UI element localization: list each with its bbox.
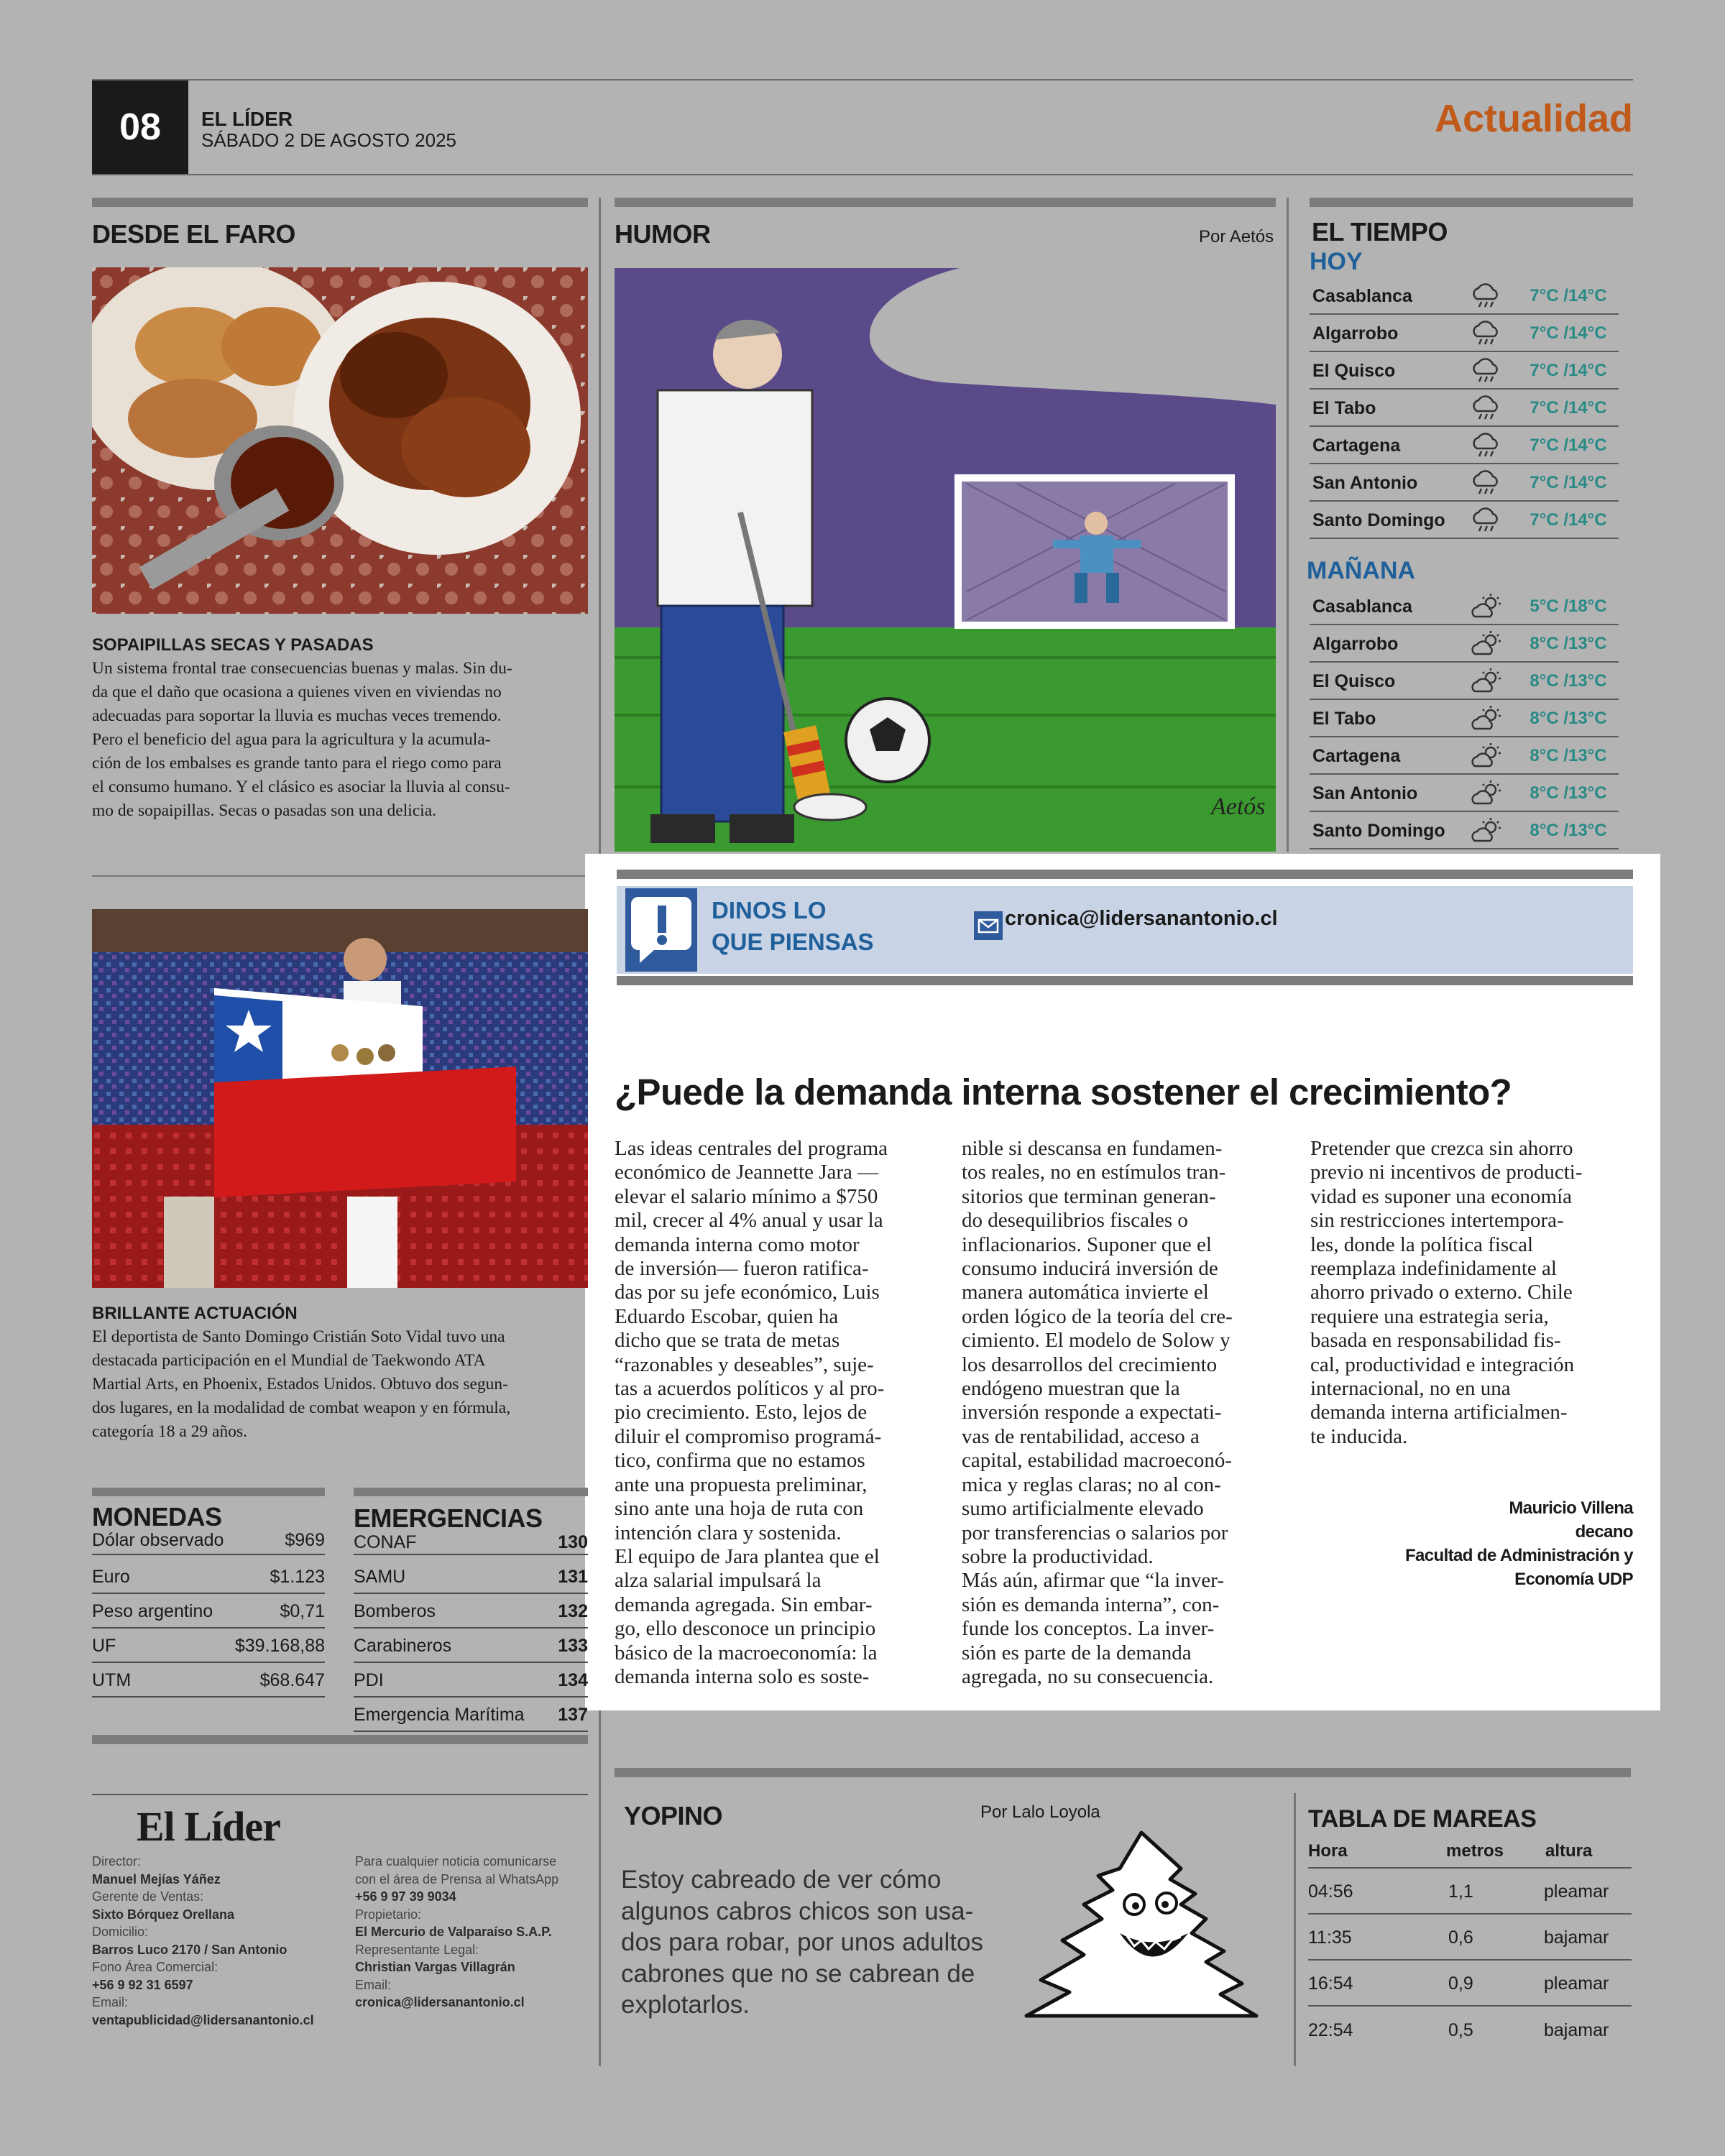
mareas-heading: TABLA DE MAREAS	[1308, 1805, 1537, 1833]
article-line: básico de la macroeconomía: la	[615, 1641, 878, 1664]
dinos-title-line2: QUE PIENSAS	[712, 929, 874, 955]
weather-temp: 7°C /14°C	[1530, 286, 1607, 305]
article-line: sitorios que terminan generan-	[962, 1184, 1216, 1208]
rain-cloud-icon	[1453, 433, 1518, 459]
weather-heading: EL TIEMPO	[1312, 217, 1448, 247]
article-line: vas de rentabilidad, acceso a	[962, 1424, 1200, 1448]
staff-label: Director:	[92, 1854, 142, 1869]
currency-value: $39.168,88	[234, 1635, 325, 1656]
staff-label: Domicilio:	[92, 1925, 149, 1939]
article-line: internacional, no en una	[1310, 1377, 1511, 1401]
caption-line: Pero el beneficio del agua para la agricultura y la acumula-	[92, 730, 491, 749]
partly-cloudy-icon	[1453, 668, 1518, 695]
humor-heading: HUMOR	[615, 219, 711, 249]
weather-row	[1310, 627, 1619, 663]
signature-affiliation: Economía UDP	[1514, 1570, 1633, 1589]
caption-line: El deportista de Santo Domingo Cristián Soto Vidal tuvo una	[92, 1327, 505, 1346]
caption-line: destacada participación en el Mundial de Taekwondo ATA	[92, 1351, 486, 1370]
monedas-heading: MONEDAS	[92, 1502, 222, 1531]
article-line: vidad es suponer una economía	[1310, 1184, 1573, 1208]
staff-right	[355, 1853, 592, 2012]
weather-temp: 7°C /14°C	[1530, 361, 1607, 380]
staff-label: Propietario:	[355, 1907, 422, 1922]
weather-temp: 7°C /14°C	[1530, 436, 1607, 455]
el-lider-logo: El Líder	[137, 1803, 280, 1850]
emergency-number[interactable]: 131	[558, 1566, 588, 1587]
article-line: inversión responde a expectati-	[962, 1401, 1222, 1424]
article-line: pio crecimiento. Esto, lejos de	[615, 1401, 868, 1424]
emergency-row	[354, 1561, 588, 1594]
section-divider	[92, 875, 588, 877]
article-line: cimiento. El modelo de Solow y	[962, 1329, 1230, 1353]
tide-type: pleamar	[1544, 1973, 1609, 1994]
rain-cloud-icon	[1453, 470, 1518, 496]
envelope-icon	[974, 911, 1003, 940]
article-line: tos reales, no en estímulos tran-	[962, 1161, 1226, 1184]
article-line: demanda interna solo es soste-	[615, 1664, 870, 1688]
emergency-name: Bomberos	[354, 1600, 436, 1621]
weather-temp: 8°C /13°C	[1530, 634, 1607, 653]
article-line: agregada, no su consecuencia.	[962, 1664, 1214, 1688]
emergency-number[interactable]: 132	[558, 1600, 588, 1621]
currency-name: Peso argentino	[92, 1600, 213, 1621]
staff-label: con el área de Prensa al WhatsApp	[355, 1871, 559, 1886]
article-line: sobre la productividad.	[962, 1544, 1154, 1568]
weather-row	[1310, 503, 1619, 539]
staff-label: Representante Legal:	[355, 1942, 479, 1957]
column-divider	[599, 1710, 601, 2066]
article-line: ahorro privado o externo. Chile	[1310, 1281, 1573, 1304]
section-bar	[617, 976, 1633, 985]
section-bar	[354, 1488, 588, 1496]
signature-role: decano	[1575, 1522, 1633, 1542]
article-line: sión es parte de la demanda	[962, 1641, 1192, 1664]
tide-row	[1308, 1962, 1632, 2007]
article-line: capital, estabilidad macroeconó-	[962, 1449, 1233, 1473]
article-line: elevar el salario mínimo a $750	[615, 1184, 878, 1208]
sopaipillas-photo	[92, 267, 588, 614]
weather-row	[1310, 391, 1619, 427]
column-divider	[1287, 198, 1289, 852]
tide-row	[1308, 1916, 1632, 1961]
weather-tomorrow-table	[1310, 589, 1619, 855]
article-line: demanda interna artificialmen-	[1310, 1401, 1568, 1424]
article-line: nible si descansa en fundamen-	[962, 1137, 1223, 1160]
tide-hour: 04:56	[1308, 1881, 1353, 1902]
currency-row	[92, 1561, 325, 1594]
emergency-row	[354, 1595, 588, 1628]
weather-row	[1310, 428, 1619, 464]
weather-tomorrow-label: MAÑANA	[1307, 557, 1416, 584]
staff-value: +56 9 92 31 6597	[92, 1977, 193, 1992]
article-line: Eduardo Escobar, quien ha	[615, 1304, 839, 1328]
article-line: Las ideas centrales del programa	[615, 1137, 888, 1160]
currency-value: $1.123	[270, 1566, 325, 1587]
pine-tree-cartoon	[1012, 1825, 1271, 2027]
currency-row	[92, 1630, 325, 1663]
tide-meters: 0,5	[1448, 2019, 1473, 2040]
column-divider	[599, 198, 601, 859]
caption-line: ción de los embalses es grande tanto para el riego como para	[92, 754, 502, 773]
weather-temp: 8°C /13°C	[1530, 783, 1607, 803]
section-bar	[92, 1735, 588, 1744]
weather-city: Cartagena	[1312, 435, 1401, 456]
weather-row	[1310, 279, 1619, 315]
currency-value: $969	[285, 1529, 325, 1550]
article-line: basada en responsabilidad fis-	[1310, 1329, 1561, 1353]
weather-city: San Antonio	[1312, 783, 1418, 803]
mareas-table	[1308, 1870, 1632, 2057]
rain-cloud-icon	[1453, 358, 1518, 384]
article-line: cal, productividad e integración	[1310, 1353, 1575, 1376]
article-line: funde los conceptos. La inver-	[962, 1617, 1215, 1641]
faro-heading: DESDE EL FARO	[92, 219, 295, 249]
weather-row	[1310, 354, 1619, 390]
article-line: sino ante una hoja de ruta con	[615, 1497, 864, 1521]
column-divider	[1294, 1793, 1296, 2066]
yopino-author: Por Lalo Loyola	[980, 1802, 1100, 1822]
article-line: inflacionarios. Suponer que el	[962, 1233, 1212, 1256]
humor-cartoon	[615, 268, 1276, 852]
article-line: económico de Jeannette Jara —	[615, 1161, 879, 1184]
article-line: reemplaza indefinidamente al	[1310, 1257, 1557, 1281]
staff-email-link[interactable]: ventapublicidad@lidersanantonio.cl	[92, 2012, 314, 2027]
caption-line: categoría 18 a 29 años.	[92, 1422, 247, 1441]
currency-name: UTM	[92, 1669, 132, 1690]
yopino-line: explotarlos.	[621, 1991, 750, 2019]
weather-today-label: HOY	[1310, 248, 1363, 275]
caption-line: dos lugares, en la modalidad de combat weapon y en fórmula,	[92, 1399, 511, 1417]
weather-city: Algarrobo	[1312, 323, 1399, 344]
dinos-email-link[interactable]: cronica@lidersanantonio.cl	[1005, 907, 1278, 930]
header-top-rule	[92, 79, 1633, 80]
currency-row	[92, 1526, 325, 1555]
staff-value: Manuel Mejías Yáñez	[92, 1871, 221, 1886]
weather-temp: 8°C /13°C	[1530, 709, 1607, 728]
article-line: sión es demanda interna”, con-	[962, 1593, 1220, 1616]
athlete-photo	[92, 909, 588, 1288]
staff-email-link[interactable]: cronica@lidersanantonio.cl	[355, 1995, 525, 2009]
weather-row	[1310, 664, 1619, 700]
caption-line: el consumo humano. Y el clásico es asociar la lluvia al consu-	[92, 778, 510, 796]
staff-label: Email:	[355, 1977, 392, 1992]
caption-line: da que el daño que ocasiona a quienes viven en viviendas no	[92, 683, 502, 701]
article-line: te inducida.	[1310, 1424, 1408, 1448]
caption-line: adecuadas para soportar la lluvia es muchas veces tremendo.	[92, 706, 502, 725]
currency-row	[92, 1595, 325, 1628]
staff-value: Barros Luco 2170 / San Antonio	[92, 1942, 288, 1957]
article-line: Pretender que crezca sin ahorro	[1310, 1137, 1573, 1160]
section-bar	[617, 870, 1633, 879]
article-line: alza salarial impulsará la	[615, 1569, 822, 1593]
weather-row	[1310, 739, 1619, 775]
weather-city: Casablanca	[1312, 596, 1412, 617]
article-line: de inversión— fueron ratifica-	[615, 1257, 869, 1281]
whatsapp-number[interactable]: +56 9 97 39 9034	[355, 1889, 456, 1904]
article-line: dicho que se trata de metas	[615, 1329, 840, 1353]
article-line: do desequilibrios fiscales o	[962, 1209, 1188, 1233]
humor-author: Por Aetós	[1199, 227, 1274, 247]
emergency-name: CONAF	[354, 1531, 417, 1552]
mareas-col-hora: Hora	[1308, 1841, 1348, 1861]
tide-hour: 11:35	[1308, 1927, 1352, 1948]
weather-temp: 7°C /14°C	[1530, 398, 1607, 418]
yopino-line: cabrones que no se cabrean de	[621, 1959, 975, 1988]
weather-city: El Tabo	[1312, 708, 1376, 729]
tide-row	[1308, 2008, 1632, 2053]
partly-cloudy-icon	[1453, 742, 1518, 770]
article-line: tico, confirma que no estamos	[615, 1449, 865, 1473]
weather-today-table	[1310, 279, 1619, 538]
weather-city: San Antonio	[1312, 472, 1418, 493]
weather-temp: 8°C /13°C	[1530, 671, 1607, 691]
weather-city: El Quisco	[1312, 360, 1396, 381]
weather-temp: 7°C /14°C	[1530, 323, 1607, 343]
article-line: sumo artificialmente elevado	[962, 1497, 1204, 1521]
currency-name: Dólar observado	[92, 1529, 224, 1550]
weather-temp: 7°C /14°C	[1530, 510, 1607, 530]
paper-name: EL LÍDER	[201, 108, 293, 130]
currency-value: $68.647	[259, 1669, 325, 1690]
article-title: ¿Puede la demanda interna sostener el crecimiento?	[615, 1072, 1512, 1112]
partly-cloudy-icon	[1453, 705, 1518, 732]
header-bottom-rule	[92, 174, 1633, 175]
rain-cloud-icon	[1453, 321, 1518, 346]
emergency-number[interactable]: 137	[558, 1704, 588, 1725]
partly-cloudy-icon	[1453, 630, 1518, 658]
section-bar	[1310, 198, 1633, 207]
signature-affiliation: Facultad de Administración y	[1404, 1546, 1633, 1565]
svg-text:Aetós: Aetós	[1211, 793, 1266, 820]
article-line: previo ni incentivos de producti-	[1310, 1161, 1583, 1184]
weather-temp: 7°C /14°C	[1530, 473, 1607, 492]
article-line: consumo inducirá inversión de	[962, 1257, 1218, 1281]
tide-type: bajamar	[1544, 1927, 1609, 1948]
article-line: “razonables y deseables”, suje-	[615, 1353, 874, 1376]
weather-row	[1310, 701, 1619, 737]
staff-value: Sixto Bórquez Orellana	[92, 1907, 235, 1922]
tide-row	[1308, 1870, 1632, 1915]
article-line: mica y reglas claras; no al con-	[962, 1473, 1221, 1496]
staff-label: Gerente de Ventas:	[92, 1889, 204, 1904]
page-number: 08	[92, 80, 188, 174]
article-line: intención clara y sostenida.	[615, 1521, 842, 1544]
staff-value: El Mercurio de Valparaíso S.A.P.	[355, 1925, 552, 1939]
mareas-col-altura: altura	[1545, 1841, 1593, 1861]
section-title: Actualidad	[1434, 97, 1633, 140]
rain-cloud-icon	[1453, 507, 1518, 533]
weather-row	[1310, 466, 1619, 502]
staff-left	[92, 1853, 336, 2029]
weather-temp: 8°C /13°C	[1530, 746, 1607, 765]
article-signature	[1405, 1496, 1633, 1591]
mareas-header-row	[1308, 1841, 1632, 1869]
currency-name: UF	[92, 1635, 116, 1656]
tide-type: bajamar	[1544, 2019, 1609, 2040]
section-bar	[615, 198, 1276, 207]
partly-cloudy-icon	[1453, 593, 1518, 620]
rain-cloud-icon	[1453, 283, 1518, 309]
emergency-number[interactable]: 133	[558, 1635, 588, 1656]
article-line: endógeno muestran que la	[962, 1377, 1180, 1401]
emergency-row	[354, 1699, 588, 1732]
faro-caption-title: SOPAIPILLAS SECAS Y PASADAS	[92, 635, 374, 655]
weather-row	[1310, 776, 1619, 812]
emergencias-table	[354, 1531, 588, 1732]
rain-cloud-icon	[1453, 395, 1518, 421]
article-line: por transferencias o salarios por	[962, 1521, 1228, 1544]
article-line: demanda interna como motor	[615, 1233, 860, 1256]
section-bar	[92, 1488, 325, 1496]
yopino-heading: YOPINO	[624, 1801, 723, 1830]
weather-city: Algarrobo	[1312, 633, 1399, 654]
article-column-2	[962, 1137, 1296, 1689]
emergency-number[interactable]: 134	[558, 1669, 588, 1690]
staff-label: Para cualquier noticia comunicarse	[355, 1854, 557, 1869]
emergency-row	[354, 1630, 588, 1663]
article-line: mil, crecer al 4% anual y usar la	[615, 1209, 883, 1233]
emergencias-heading: EMERGENCIAS	[354, 1503, 543, 1533]
emergency-name: Emergencia Marítima	[354, 1704, 525, 1725]
yopino-text	[621, 1864, 1024, 2021]
staff-label: Email:	[92, 1995, 129, 2009]
brillante-caption-text	[92, 1325, 602, 1444]
tide-hour: 22:54	[1308, 2019, 1353, 2040]
article-line: tas a acuerdos políticos y al pro-	[615, 1377, 885, 1401]
weather-city: El Tabo	[1312, 397, 1376, 418]
tide-type: pleamar	[1544, 1881, 1609, 1902]
article-line: diluir el compromiso programá-	[615, 1424, 882, 1448]
yopino-line: Estoy cabreado de ver cómo	[621, 1866, 942, 1894]
caption-line: Un sistema frontal trae consecuencias buenas y malas. Sin du-	[92, 659, 512, 678]
exclamation-icon	[625, 888, 697, 972]
weather-temp: 5°C /18°C	[1530, 596, 1607, 616]
currency-name: Euro	[92, 1566, 130, 1587]
article-line: orden lógico de la teoría del cre-	[962, 1304, 1233, 1328]
emergency-row	[354, 1531, 588, 1555]
dinos-title-line1: DINOS LO	[712, 897, 827, 923]
article-column-1	[615, 1137, 949, 1689]
weather-row	[1310, 316, 1619, 352]
article-line: manera automática invierte el	[962, 1281, 1209, 1304]
partly-cloudy-icon	[1453, 817, 1518, 844]
article-line: demanda agregada. Sin embar-	[615, 1593, 873, 1616]
emergency-row	[354, 1664, 588, 1697]
monedas-table	[92, 1526, 325, 1713]
emergency-name: PDI	[354, 1669, 384, 1690]
yopino-line: algunos cabros chicos son usa-	[621, 1897, 974, 1925]
weather-temp: 8°C /13°C	[1530, 821, 1607, 840]
article-line: los desarrollos del crecimiento	[962, 1353, 1218, 1376]
article-column-3	[1310, 1137, 1644, 1449]
article-line: sin restricciones intertempora-	[1310, 1209, 1564, 1233]
article-line: ante una propuesta preliminar,	[615, 1473, 868, 1496]
weather-row	[1310, 589, 1619, 625]
staff-label: Fono Área Comercial:	[92, 1960, 218, 1974]
article-line: les, donde la política fiscal	[1310, 1233, 1534, 1256]
issue-date: SÁBADO 2 DE AGOSTO 2025	[201, 129, 457, 151]
emergency-name: SAMU	[354, 1566, 406, 1587]
article-line: requiere una estrategia seria,	[1310, 1304, 1549, 1328]
weather-city: Cartagena	[1312, 745, 1401, 766]
emergency-number[interactable]: 130	[558, 1531, 588, 1552]
article-line: Más aún, afirmar que “la inver-	[962, 1569, 1224, 1593]
weather-city: Santo Domingo	[1312, 820, 1445, 841]
section-bar	[615, 1768, 1631, 1777]
mareas-col-metros: metros	[1446, 1841, 1504, 1861]
article-line: go, ello desconoce un principio	[615, 1617, 876, 1641]
article-line: El equipo de Jara plantea que el	[615, 1544, 880, 1568]
section-bar	[92, 198, 588, 207]
staff-value: Christian Vargas Villagrán	[355, 1960, 515, 1974]
weather-row	[1310, 814, 1619, 849]
brillante-caption-title: BRILLANTE ACTUACIÓN	[92, 1304, 298, 1323]
weather-city: Santo Domingo	[1312, 510, 1445, 530]
weather-city: Casablanca	[1312, 285, 1412, 306]
tide-hour: 16:54	[1308, 1973, 1353, 1994]
tide-meters: 1,1	[1448, 1881, 1473, 1902]
currency-row	[92, 1664, 325, 1697]
partly-cloudy-icon	[1453, 780, 1518, 807]
faro-caption-text	[92, 657, 595, 823]
tide-meters: 0,6	[1448, 1927, 1473, 1948]
signature-author: Mauricio Villena	[1509, 1498, 1633, 1518]
tide-meters: 0,9	[1448, 1973, 1473, 1994]
weather-city: El Quisco	[1312, 671, 1396, 691]
article-line: das por su jefe económico, Luis	[615, 1281, 880, 1304]
currency-value: $0,71	[280, 1600, 325, 1621]
caption-line: Martial Arts, en Phoenix, Estados Unidos. Obtuvo dos segun-	[92, 1375, 508, 1393]
emergency-name: Carabineros	[354, 1635, 452, 1656]
staff-rule	[92, 1794, 588, 1795]
yopino-line: dos para robar, por unos adultos	[621, 1928, 983, 1956]
caption-line: mo de sopaipillas. Secas o pasadas son una delicia.	[92, 801, 437, 820]
